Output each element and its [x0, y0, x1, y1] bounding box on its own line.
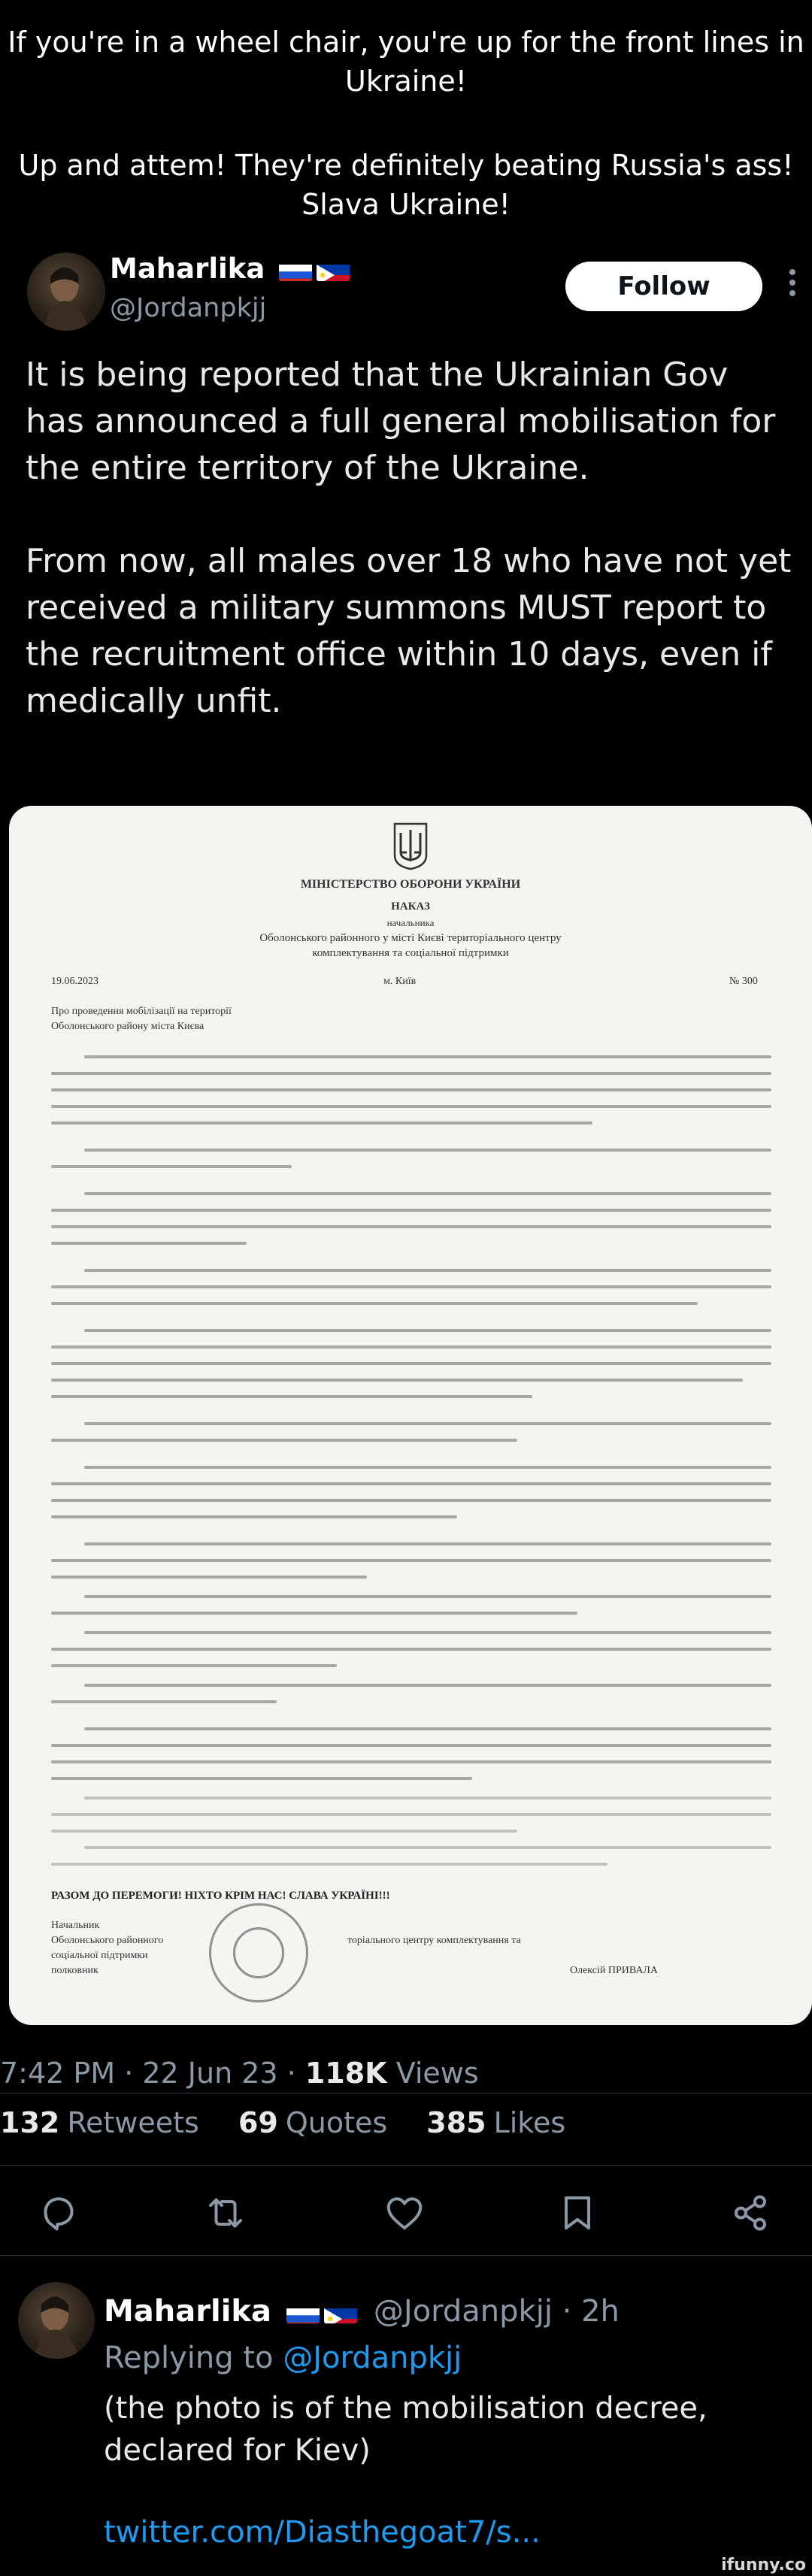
doc-signer: Олексій ПРИВАЛА: [570, 1965, 659, 1976]
retweet-icon[interactable]: [203, 2190, 248, 2235]
quotes-count[interactable]: 69: [238, 2106, 278, 2139]
share-icon[interactable]: [728, 2190, 773, 2235]
reply-meta: @Jordanpkjj · 2h: [373, 2294, 620, 2329]
doc-date: 19.06.2023: [51, 976, 98, 987]
bookmark-icon[interactable]: [555, 2190, 600, 2235]
tweet-actions: [0, 2190, 812, 2235]
doc-subject-2: Оболонського району міста Києва: [51, 1021, 205, 1032]
tweet-stats: [0, 2106, 565, 2139]
divider: [0, 2165, 812, 2166]
doc-sign-2: Оболонського районного: [51, 1935, 164, 1946]
reply-author-avatar[interactable]: [18, 2282, 95, 2359]
doc-ministry: МІНІСТЕРСТВО ОБОРОНИ УКРАЇНИ: [300, 878, 521, 891]
likes-count[interactable]: 385: [426, 2106, 486, 2139]
tweet-time: 7:42 PM · 22 Jun 23 ·: [0, 2057, 305, 2090]
replying-to-handle[interactable]: @Jordanpkjj: [283, 2341, 462, 2375]
likes-label[interactable]: Likes: [493, 2106, 566, 2139]
reply-text: (the photo is of the mobilisation decree, declared for Kiev): [104, 2391, 707, 2468]
caption-top: If you're in a wheel chair, you're up for the front lines in Ukraine!: [8, 26, 804, 98]
tweet-media-document[interactable]: [9, 806, 812, 2025]
doc-issuer-2: Оболонського районного у місті Києві територіального центру: [259, 932, 562, 944]
caption-second: Up and attem! They're definitely beating Russia's ass! Slava Ukraine!: [18, 149, 794, 221]
reply-author[interactable]: [104, 2294, 620, 2329]
doc-number: № 300: [729, 976, 758, 987]
replying-to-label: Replying to: [104, 2341, 283, 2375]
author-avatar[interactable]: [27, 253, 105, 331]
doc-slogan: РАЗОМ ДО ПЕРЕМОГИ! НІХТО КРІМ НАС! СЛАВА УКРАЇНІ!!!: [51, 1890, 390, 1902]
tweet-paragraph-2: From now, all males over 18 who have not yet received a military summons MUST report to the recruitment office within 10 days, even if medically unfit.: [26, 542, 792, 720]
like-icon[interactable]: [382, 2190, 427, 2235]
russia-flag-icon: [279, 260, 312, 281]
author-name[interactable]: [110, 253, 350, 285]
follow-button[interactable]: Follow: [565, 262, 762, 311]
official-stamp-inner: [233, 1927, 284, 1978]
reply-author-name: Maharlika: [104, 2294, 272, 2329]
author-handle[interactable]: @Jordanpkjj: [110, 293, 267, 323]
doc-sign-1: Начальник: [51, 1920, 100, 1931]
reply-icon[interactable]: [36, 2190, 81, 2235]
tweet-paragraph-1: It is being reported that the Ukrainian Gov has announced a full general mobilisation for the entire territory of the Ukraine.: [26, 356, 776, 487]
tweet-timestamp: [0, 2057, 479, 2090]
philippines-flag-icon: [324, 2302, 357, 2323]
russia-flag-icon: [286, 2302, 320, 2323]
replying-to: [104, 2341, 462, 2375]
retweets-label[interactable]: Retweets: [67, 2106, 199, 2139]
doc-sign-3: соціальної підтримки: [51, 1950, 148, 1961]
reply-link[interactable]: twitter.com/Diasthegoat7/s...: [104, 2515, 541, 2550]
doc-sign-middle: торіального центру комплектування та: [347, 1935, 521, 1946]
doc-sign-4: полковник: [51, 1965, 98, 1976]
doc-order-title: НАКАЗ: [391, 901, 430, 913]
quotes-label[interactable]: Quotes: [285, 2106, 388, 2139]
views-label: Views: [386, 2057, 479, 2090]
doc-city: м. Київ: [383, 976, 417, 987]
views-count: 118K: [304, 2057, 387, 2090]
watermark: ifunny.co: [721, 2556, 806, 2574]
doc-subject-1: Про проведення мобілізації на території: [51, 1006, 232, 1017]
philippines-flag-icon: [317, 260, 350, 281]
ukraine-trident-icon: [390, 821, 431, 870]
more-icon[interactable]: [788, 265, 797, 310]
doc-issuer-1: начальника: [386, 917, 435, 928]
retweets-count[interactable]: 132: [0, 2106, 60, 2139]
divider: [0, 2255, 812, 2256]
tweet-text: [26, 352, 792, 771]
author-name-text: Maharlika: [110, 253, 265, 285]
doc-issuer-3: комплектування та соціальної підтримки: [312, 947, 509, 959]
